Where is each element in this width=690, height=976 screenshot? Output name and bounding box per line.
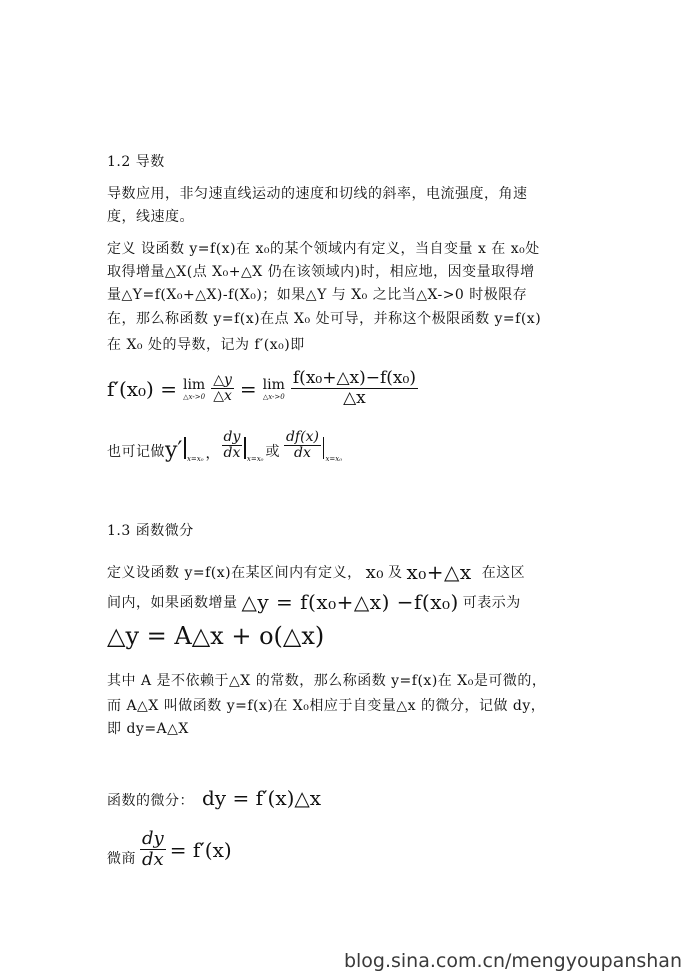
fraction-denominator: △x xyxy=(213,387,232,404)
also-label: 也可记做 xyxy=(107,444,165,461)
fraction-numerator: dy xyxy=(142,828,164,849)
limit-operator xyxy=(263,377,285,401)
quotient-rhs: = f′(x) xyxy=(169,837,232,862)
definition-line: 量△Y=f(X₀+△X)-f(X₀)；如果△Y 与 X₀ 之比当△X->0 时极限存 xyxy=(107,287,528,303)
differential-formula-row xyxy=(107,786,321,810)
evaluation-subscript: x=x₀ xyxy=(325,455,343,464)
lim-text: lim xyxy=(182,376,206,393)
alternative-notation xyxy=(107,430,342,463)
paragraph-line: 导数应用，非匀速直线运动的速度和切线的斜率，电流强度，角速 xyxy=(107,186,528,202)
section-heading-1-3: 1.3 函数微分 xyxy=(107,523,194,539)
definition-line: 定义 设函数 y=f(x)在 x₀的某个领域内有定义，当自变量 x 在 x₀处 xyxy=(107,241,540,257)
lim-text: lim xyxy=(262,376,285,393)
evaluation-bar xyxy=(323,437,325,459)
derivative-formula xyxy=(107,370,418,408)
text-run: 可表示为 xyxy=(462,595,521,611)
fraction-denominator: dx xyxy=(294,444,311,461)
evaluation-bar xyxy=(244,437,246,459)
differential-definition-line xyxy=(107,590,521,614)
evaluation-bar xyxy=(184,437,186,459)
separator: ， xyxy=(205,446,220,463)
lim-subscript: △x->0 xyxy=(183,392,206,401)
dy-dx-fraction xyxy=(222,430,243,461)
fraction-numerator: df(x) xyxy=(285,429,319,445)
definition-line: 在 X₀ 处的导数，记为 f′(x₀)即 xyxy=(107,337,305,353)
evaluation-subscript: x=x₀ xyxy=(186,455,204,464)
or-label: 或 xyxy=(265,444,280,461)
derivative-quotient-row xyxy=(107,830,232,870)
text-run: 定义设函数 y=f(x)在某区间内有定义， xyxy=(107,565,362,581)
fraction-denominator: dx xyxy=(223,444,241,461)
paragraph-line: 其中 A 是不依赖于△X 的常数，那么称函数 y=f(x)在 X₀是可微的， xyxy=(107,673,547,689)
differential-formula: dy = f′(x)△x xyxy=(202,786,322,810)
definition-line: 取得增量△X(点 X₀+△X 仍在该领域内)时，相应地，因变量取得增 xyxy=(107,264,535,280)
dfx-dx-fraction xyxy=(284,430,321,461)
dy-dx-fraction xyxy=(140,830,166,870)
text-run: 在这区 xyxy=(481,565,526,581)
fraction-numerator: △y xyxy=(213,372,232,389)
fraction-denominator: △x xyxy=(343,387,366,408)
delta-fraction xyxy=(211,373,234,404)
paragraph-line: 即 dy=A△X xyxy=(107,721,189,737)
math-x0-plus-dx: x₀+△x xyxy=(406,560,472,584)
section-heading-1-2: 1.2 导数 xyxy=(107,154,165,170)
quotient-label: 微商 xyxy=(107,850,136,867)
evaluation-subscript: x=x₀ xyxy=(246,455,264,464)
increment-formula: △y = f(x₀+△x) −f(x₀) xyxy=(241,590,459,614)
fraction-numerator: f(x₀+△x)−f(x₀) xyxy=(292,368,416,388)
differential-label: 函数的微分： xyxy=(107,793,194,809)
fraction-denominator: dx xyxy=(142,848,164,870)
lim-subscript: △x->0 xyxy=(262,392,285,401)
text-run: 间内，如果函数增量 xyxy=(107,595,238,611)
limit-operator xyxy=(183,377,205,401)
text-run: 及 xyxy=(387,565,403,581)
fraction-numerator: dy xyxy=(223,429,241,445)
paragraph-line: 度，线速度。 xyxy=(107,209,194,225)
difference-quotient xyxy=(291,370,418,408)
definition-line: 在，那么称函数 y=f(x)在点 X₀ 处可导，并称这个极限函数 y=f(x) xyxy=(107,311,542,327)
differential-equation: △y = A△x + o(△x) xyxy=(107,622,325,650)
formula-lhs: f′(x₀) = xyxy=(107,376,177,401)
math-x0: x₀ xyxy=(365,561,384,583)
y-prime: y′ xyxy=(165,438,183,464)
paragraph-line: 而 A△X 叫做函数 y=f(x)在 X₀相应于自变量△x 的微分，记做 dy， xyxy=(107,698,546,714)
differential-definition-line xyxy=(107,560,525,584)
watermark: blog.sina.com.cn/mengyoupanshan xyxy=(343,950,682,972)
equals-sign: = xyxy=(239,376,257,401)
